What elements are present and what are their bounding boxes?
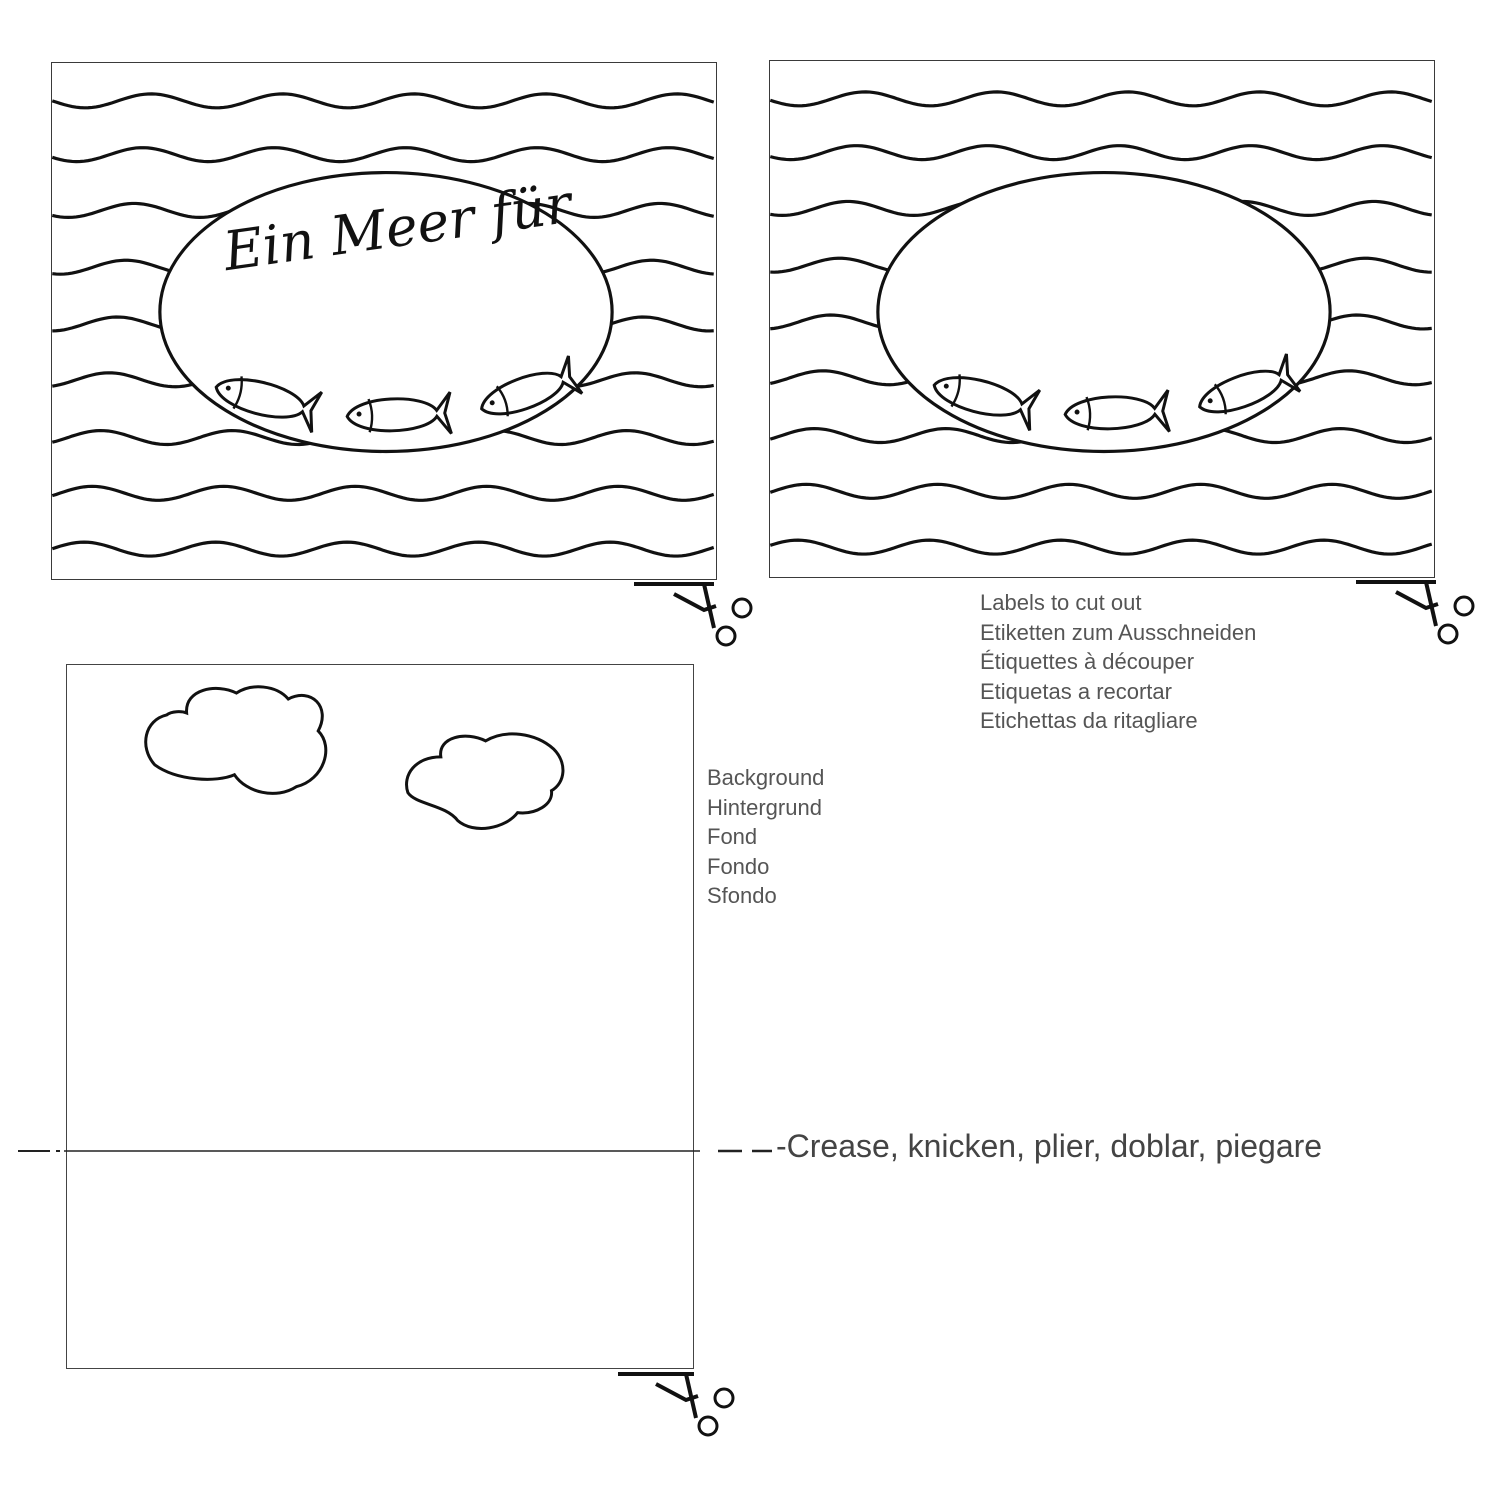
- cloud-icon: [146, 687, 326, 794]
- background-card-art: [67, 665, 693, 1368]
- wave-line: [770, 540, 1431, 554]
- background-caption-line: Hintergrund: [707, 794, 822, 820]
- cloud-icon: [407, 734, 563, 829]
- wave-line: [770, 146, 1431, 160]
- background-caption-line: Background: [707, 765, 825, 790]
- wave-line: [770, 484, 1431, 498]
- background-card: [66, 664, 694, 1369]
- labels-caption-line: Étiquettes à découper: [980, 649, 1195, 674]
- background-caption-line: Sfondo: [707, 883, 777, 908]
- background-caption-line: Fond: [707, 824, 758, 849]
- scissors-icon: [1356, 582, 1473, 643]
- label-card-art: [52, 63, 716, 579]
- label-card-with-text: [51, 62, 717, 580]
- crease-label: -Crease, knicken, plier, doblar, piegare: [776, 1128, 1323, 1164]
- labels-caption: [980, 588, 1256, 736]
- labels-caption-line: Etichettas da ritagliare: [980, 708, 1198, 733]
- wave-line: [52, 486, 713, 500]
- wave-line: [770, 92, 1431, 106]
- label-handwritten-text: Ein Meer für: [219, 171, 575, 284]
- label-card-art: [770, 61, 1434, 577]
- labels-caption-line: Etiketten zum Ausschneiden: [980, 619, 1257, 645]
- wave-line: [52, 94, 713, 108]
- wave-line: [52, 148, 713, 162]
- labels-caption-line: Etiquetas a recortar: [980, 678, 1172, 704]
- wave-line: [52, 542, 713, 556]
- label-card-blank: [769, 60, 1435, 578]
- labels-caption-line: Labels to cut out: [980, 590, 1142, 615]
- background-caption: [707, 763, 824, 911]
- scissors-icon: [634, 584, 751, 645]
- background-caption-line: Fondo: [707, 853, 770, 879]
- scissors-icon: [618, 1374, 733, 1435]
